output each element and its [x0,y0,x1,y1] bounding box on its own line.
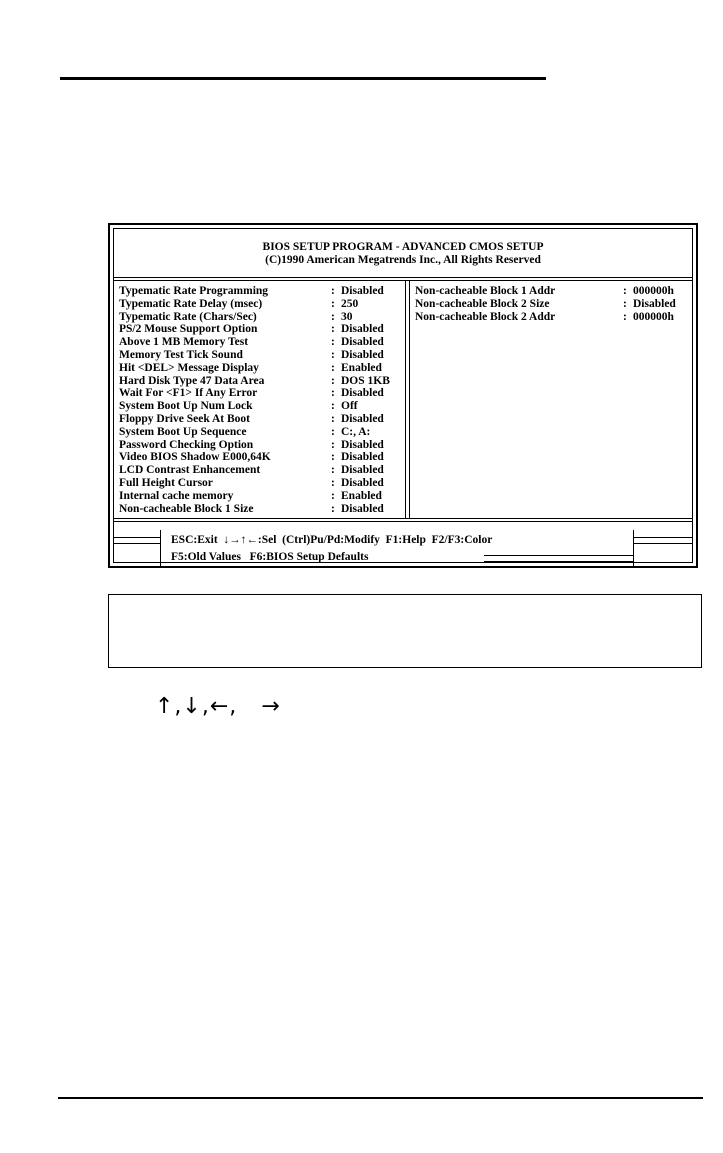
setup-option-row[interactable] [119,298,403,311]
option-value[interactable]: Enabled [341,361,382,374]
option-label: Internal cache memory [119,489,234,502]
option-label: Hit <DEL> Message Display [119,361,259,374]
setup-option-row[interactable] [119,451,403,464]
option-separator: : [331,297,335,310]
key-help-line-1: ESC:Exit ↓→↑←:Sel (Ctrl)Pu/Pd:Modify F1:Help F2/F3:Color [171,534,493,546]
option-value[interactable]: 30 [341,310,353,323]
option-label: Password Checking Option [119,438,254,451]
option-value[interactable]: 250 [341,297,359,310]
option-value[interactable]: Off [341,400,358,413]
divider [114,280,692,281]
setup-option-row[interactable] [119,336,403,349]
option-separator: : [331,285,335,297]
option-label: Wait For <F1> If Any Error [119,387,258,400]
bios-copyright: (C)1990 American Megatrends Inc., All Rights Reserved [265,254,541,266]
option-label: Typematic Rate Programming [119,285,269,297]
setup-option-row[interactable] [119,413,403,426]
left-options-column [119,285,403,515]
option-separator: : [331,348,335,361]
option-value[interactable]: C:, A: [341,425,371,438]
setup-option-row[interactable] [119,323,403,336]
divider [114,518,692,519]
option-separator: : [331,310,335,323]
setup-option-row[interactable] [119,375,403,388]
option-value[interactable]: Disabled [341,387,384,400]
setup-option-row[interactable] [119,311,403,324]
setup-option-row[interactable] [119,464,403,477]
setup-option-row[interactable] [119,503,403,516]
option-label: Typematic Rate Delay (msec) [119,297,263,310]
option-label: Non-cacheable Block 2 Size [415,297,550,310]
option-value[interactable]: Disabled [341,285,384,297]
option-label: Floppy Drive Seek At Boot [119,412,250,425]
setup-option-row[interactable] [119,490,403,503]
option-label: PS/2 Mouse Support Option [119,323,258,336]
option-separator: : [331,425,335,438]
option-separator: : [331,374,335,387]
option-label: Memory Test Tick Sound [119,348,243,361]
column-divider [409,280,410,518]
setup-option-row[interactable] [119,426,403,439]
setup-option-row[interactable] [119,349,403,362]
option-separator: : [331,387,335,400]
divider [114,277,692,278]
option-value[interactable]: Disabled [633,297,676,310]
option-label: System Boot Up Num Lock [119,400,253,413]
footer-double-rule [484,555,634,562]
option-separator: : [331,464,335,477]
setup-option-row[interactable] [119,285,403,298]
key-help-bar [114,529,692,569]
option-separator: : [331,361,335,374]
option-label: Hard Disk Type 47 Data Area [119,374,265,387]
option-label: Non-cacheable Block 1 Addr [415,285,556,297]
option-value[interactable]: DOS 1KB [341,374,390,387]
option-label: LCD Contrast Enhancement [119,464,261,477]
bios-screen [108,223,698,568]
option-separator: : [331,323,335,336]
bios-screen-inner [113,228,693,563]
setup-option-row[interactable] [119,477,403,490]
option-value[interactable]: 000000h [633,285,674,297]
option-label: Full Height Cursor [119,476,213,489]
footer-double-rule [634,537,692,544]
option-separator: : [331,489,335,502]
option-separator: : [331,336,335,349]
setup-option-row[interactable] [119,387,403,400]
option-separator: : [331,400,335,413]
option-value[interactable]: Disabled [341,451,384,464]
option-value[interactable]: Disabled [341,336,384,349]
right-options-column [415,285,695,323]
arrow-keys-text: ↑,↓,←, → [155,694,281,719]
option-value[interactable]: Disabled [341,348,384,361]
column-divider [405,280,406,518]
option-value[interactable]: Enabled [341,489,382,502]
setup-option-row[interactable] [415,285,695,298]
option-value[interactable]: Disabled [341,476,384,489]
bios-title: BIOS SETUP PROGRAM - ADVANCED CMOS SETUP [262,241,544,253]
option-separator: : [331,438,335,451]
option-label: Non-cacheable Block 2 Addr [415,310,556,323]
footer-double-rule [114,537,160,544]
setup-option-row[interactable] [119,400,403,413]
option-value[interactable]: Disabled [341,323,384,336]
setup-option-row[interactable] [119,439,403,452]
setup-option-row[interactable] [415,298,695,311]
option-value[interactable]: Disabled [341,464,384,477]
option-separator: : [331,412,335,425]
option-label: System Boot Up Sequence [119,425,247,438]
bottom-rule [58,1097,703,1099]
divider [114,521,692,522]
option-label: Typematic Rate (Chars/Sec) [119,310,257,323]
setup-option-row[interactable] [119,362,403,375]
key-help-line-2: F5:Old Values F6:BIOS Setup Defaults [171,551,369,563]
top-rule [60,77,546,80]
option-separator: : [331,476,335,489]
option-label: Video BIOS Shadow E000,64K [119,451,271,464]
note-box [108,594,702,668]
option-separator: : [623,310,627,323]
option-separator: : [623,285,627,297]
option-label: Above 1 MB Memory Test [119,336,249,349]
option-value[interactable]: Disabled [341,502,384,515]
bios-header [114,241,692,267]
setup-option-row[interactable] [415,311,695,324]
option-value[interactable]: Disabled [341,412,384,425]
option-label: Non-cacheable Block 1 Size [119,502,254,515]
option-separator: : [623,297,627,310]
option-separator: : [331,502,335,515]
option-value[interactable]: Disabled [341,438,384,451]
option-separator: : [331,451,335,464]
option-value[interactable]: 000000h [633,310,674,323]
